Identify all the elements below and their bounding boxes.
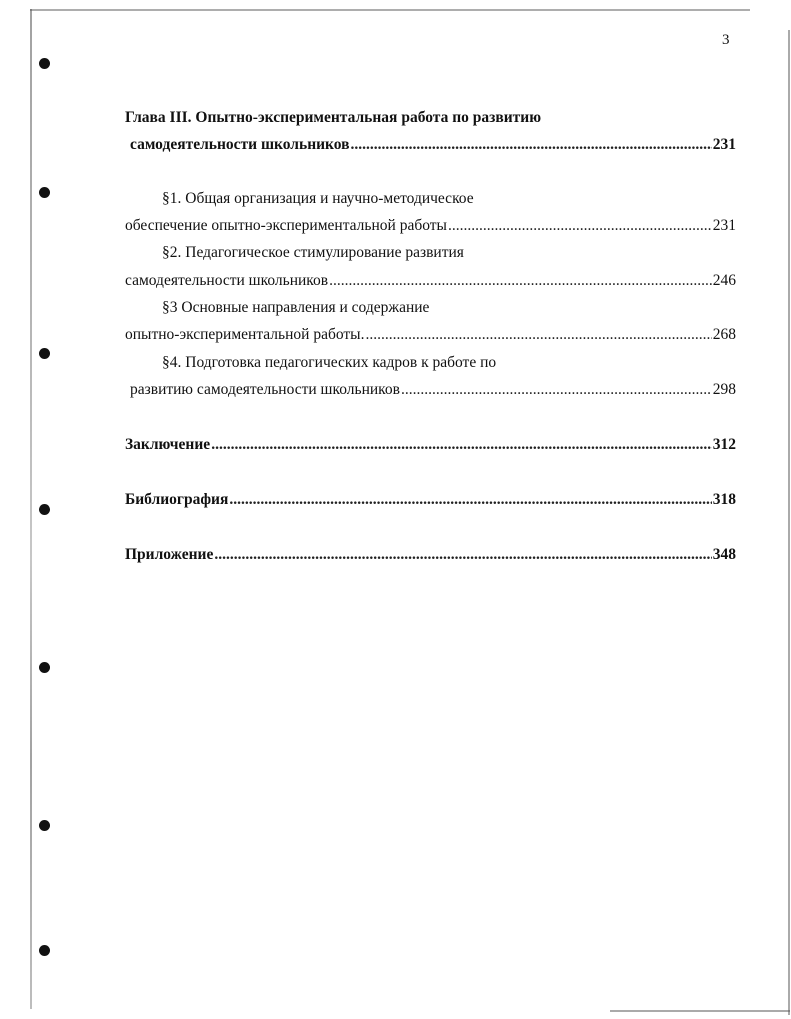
dot-leader — [401, 381, 712, 399]
conclusion-page: 312 — [712, 436, 736, 453]
section-1-continuation: обеспечение опытно-экспериментальной работы — [125, 217, 447, 234]
section-heading — [162, 299, 736, 319]
chapter-title-line2: самодеятельности школьников — [130, 136, 350, 153]
section-3-continuation: опытно-экспериментальной работы. — [125, 326, 365, 343]
dot-leader — [229, 491, 711, 509]
section-3-page: 268 — [712, 326, 736, 343]
section-2-page: 246 — [712, 272, 736, 289]
section-4-continuation: развитию самодеятельности школьников — [130, 381, 400, 398]
scan-edge-left — [30, 9, 32, 1009]
section-heading — [162, 190, 736, 210]
section-heading — [162, 354, 736, 374]
dot-leader — [351, 136, 712, 154]
punch-hole — [39, 662, 50, 673]
section-heading — [162, 244, 736, 264]
punch-hole — [39, 348, 50, 359]
chapter-title — [125, 109, 736, 129]
conclusion-entry — [125, 436, 736, 456]
dot-leader — [365, 326, 711, 344]
chapter-title-line1: Глава III. Опытно-экспериментальная работа по развитию — [125, 109, 542, 126]
section-2-title: §2. Педагогическое стимулирование развития — [162, 244, 464, 261]
chapter-entry — [130, 136, 736, 156]
bibliography-entry — [125, 491, 736, 511]
dot-leader — [448, 217, 712, 235]
conclusion-label: Заключение — [125, 436, 211, 453]
page-number: 3 — [722, 32, 730, 48]
section-entry — [125, 272, 736, 292]
section-entry — [130, 381, 736, 401]
appendix-entry — [125, 546, 736, 566]
section-3-title: §3 Основные направления и содержание — [162, 299, 430, 316]
section-entry — [125, 217, 736, 237]
dot-leader — [211, 436, 712, 454]
punch-hole — [39, 945, 50, 956]
section-1-page: 231 — [712, 217, 736, 234]
section-4-page: 298 — [712, 381, 736, 398]
scan-edge-bottom — [610, 1010, 790, 1012]
section-entry — [125, 326, 736, 346]
scan-edge-right — [788, 30, 790, 1015]
bibliography-label: Библиография — [125, 491, 229, 508]
punch-hole — [39, 187, 50, 198]
dot-leader — [214, 546, 711, 564]
scan-edge-top — [30, 9, 750, 11]
punch-hole — [39, 58, 50, 69]
punch-hole — [39, 820, 50, 831]
appendix-page: 348 — [712, 546, 736, 563]
section-2-continuation: самодеятельности школьников — [125, 272, 329, 289]
punch-hole — [39, 504, 50, 515]
appendix-label: Приложение — [125, 546, 214, 563]
section-1-title: §1. Общая организация и научно-методическое — [162, 190, 474, 207]
bibliography-page: 318 — [712, 491, 736, 508]
chapter-page: 231 — [712, 136, 736, 153]
dot-leader — [329, 272, 712, 290]
section-4-title: §4. Подготовка педагогических кадров к работе по — [162, 354, 497, 371]
